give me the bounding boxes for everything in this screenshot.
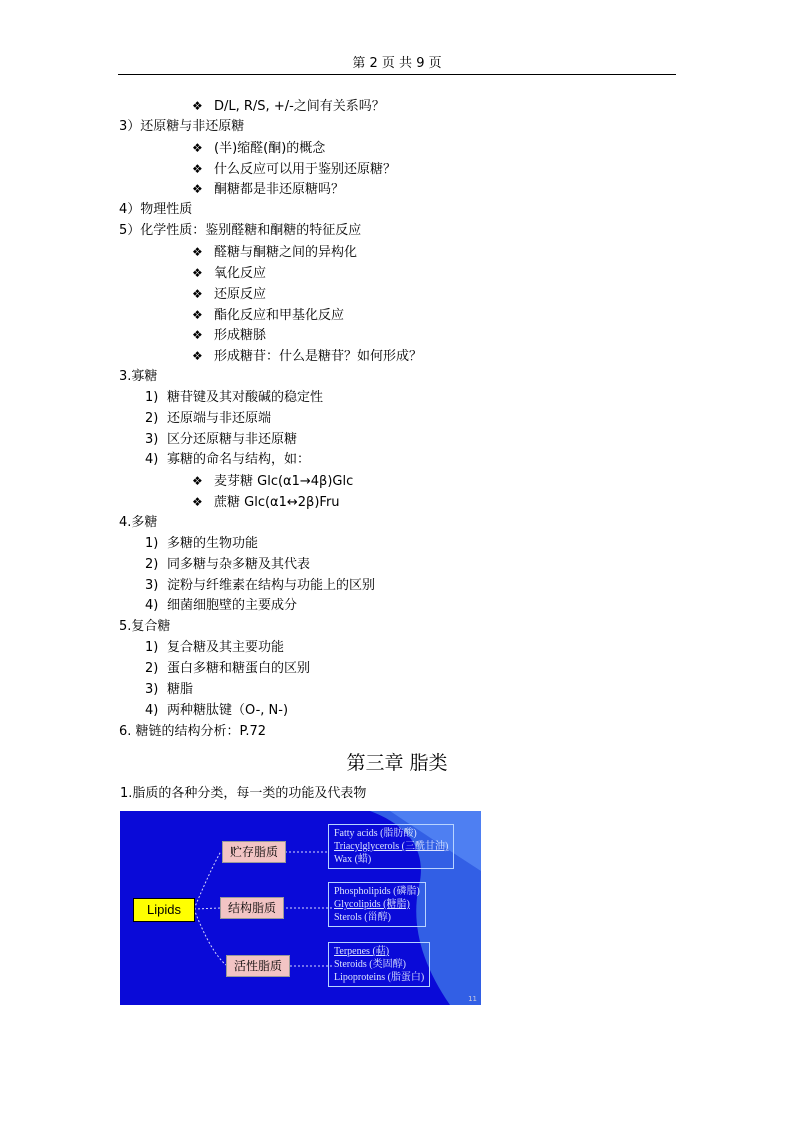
item-text: 淀粉与纤维素在结构与功能上的区别	[167, 577, 376, 593]
section-heading	[119, 618, 170, 636]
item-number: 3)	[145, 431, 159, 447]
numbered-item	[145, 702, 288, 720]
bullet-item	[192, 180, 344, 199]
diamond-bullet-icon: ❖	[192, 161, 203, 176]
item-text: 5.复合糖	[119, 619, 171, 635]
bullet-item	[192, 347, 422, 366]
numbered-item	[145, 681, 193, 699]
section-heading	[119, 723, 266, 741]
example-triacylglycerols: Triacylglycerols (三酰甘油)	[334, 841, 449, 852]
diamond-bullet-icon: ❖	[192, 286, 203, 301]
diamond-bullet-icon: ❖	[192, 474, 203, 489]
item-text: 什么反应可以用于鉴别还原糖？	[214, 161, 397, 177]
diamond-bullet-icon: ❖	[192, 307, 203, 322]
diamond-bullet-icon: ❖	[192, 328, 203, 343]
diamond-bullet-icon: ❖	[192, 265, 203, 280]
item-number: 1)	[145, 389, 159, 405]
active-lipids-examples	[328, 942, 430, 987]
diamond-bullet-icon: ❖	[192, 244, 203, 259]
item-text: 形成糖苷：什么是糖苷？如何形成？	[214, 349, 423, 365]
bullet-item	[192, 243, 357, 262]
item-number: 4)	[145, 452, 159, 468]
bullet-item	[192, 306, 344, 325]
example-glycolipids: Glycolipids (糖脂)	[334, 899, 410, 910]
item-text: D/L, R/S, +/-之间有关系吗？	[214, 99, 385, 114]
item-text: 复合糖及其主要功能	[167, 640, 285, 656]
item-text: 3.寡糖	[119, 369, 158, 385]
item-text: 酯化反应和甲基化反应	[214, 307, 345, 323]
item-text: 区分还原糖与非还原糖	[167, 431, 298, 447]
example-terpenes: Terpenes (萜)	[334, 946, 390, 957]
section-intro: 1.脂质的各种分类，每一类的功能及代表物	[120, 786, 367, 801]
item-text: 还原端与非还原端	[167, 410, 272, 426]
example-sterols: Sterols (甾醇)	[334, 912, 391, 923]
numbered-item	[145, 660, 310, 678]
diamond-bullet-icon: ❖	[192, 99, 203, 113]
item-text: 糖脂	[167, 681, 194, 697]
item-text: 形成糖脎	[214, 328, 267, 344]
example-lipoproteins: Lipoproteins (脂蛋白)	[334, 972, 425, 983]
item-text: 糖苷键及其对酸碱的稳定性	[167, 389, 324, 405]
bullet-item	[192, 472, 353, 491]
bullet-item	[192, 326, 266, 345]
example-fatty-acids: Fatty acids (脂肪酸)	[334, 828, 417, 839]
numbered-item	[145, 556, 310, 574]
diamond-bullet-icon: ❖	[192, 349, 203, 364]
diamond-bullet-icon: ❖	[192, 182, 203, 197]
chapter-title: 第三章 脂类	[346, 752, 448, 774]
bullet-item	[192, 139, 325, 158]
item-text: 麦芽糖 Glc(α1→4β)Glc	[214, 474, 354, 490]
item-text: 细菌细胞壁的主要成分	[167, 598, 298, 614]
numbered-item	[145, 535, 258, 553]
item-text: 两种糖肽键（O-, N-)	[167, 702, 289, 718]
section-heading	[119, 368, 157, 386]
bullet-item	[192, 264, 266, 283]
numbered-item	[145, 431, 297, 449]
bullet-item	[192, 493, 340, 512]
item-number: 3)	[145, 681, 159, 697]
example-steroids: Steroids (类固醇)	[334, 959, 406, 970]
slide-number: 11	[468, 995, 477, 1003]
item-text: 蛋白多糖和糖蛋白的区别	[167, 660, 311, 676]
item-text: 蔗糖 Glc(α1↔2β)Fru	[214, 495, 340, 511]
item-text: 同多糖与杂多糖及其代表	[167, 556, 311, 572]
item-number: 3)	[145, 577, 159, 593]
item-text: (半)缩醛(酮)的概念	[214, 140, 326, 156]
item-number: 1)	[145, 640, 159, 656]
example-phospholipids: Phospholipids (磷脂)	[334, 886, 420, 897]
item-text: 5）化学性质：鉴别醛糖和酮糖的特征反应	[119, 223, 362, 239]
numbered-item	[145, 389, 323, 407]
item-text: 4.多糖	[119, 515, 158, 530]
structural-lipids-box: 结构脂质	[220, 897, 284, 919]
storage-lipids-examples	[328, 824, 454, 869]
numbered-item	[145, 639, 284, 657]
bullet-item	[192, 285, 266, 304]
item-text: 4）物理性质	[119, 202, 193, 218]
diamond-bullet-icon: ❖	[192, 140, 203, 155]
lipids-root-box: Lipids	[133, 898, 195, 922]
numbered-item	[145, 597, 297, 615]
item-number: 1)	[145, 535, 159, 551]
item-text: 3）还原糖与非还原糖	[119, 118, 245, 134]
item-number: 4)	[145, 598, 159, 614]
structural-lipids-examples	[328, 882, 426, 927]
numbered-item	[145, 577, 375, 595]
item-number: 2)	[145, 660, 159, 676]
item-text: 醛糖与酮糖之间的异构化	[214, 244, 358, 260]
storage-lipids-box: 贮存脂质	[222, 841, 286, 863]
example-wax: Wax (蜡)	[334, 854, 372, 865]
item-text: 酮糖都是非还原糖吗？	[214, 182, 345, 198]
bullet-item	[192, 160, 396, 179]
page-header: 第 2 页 共 9 页	[118, 56, 676, 75]
diamond-bullet-icon: ❖	[192, 495, 203, 510]
section-heading	[119, 222, 361, 240]
section-heading	[119, 201, 192, 219]
item-text: 6. 糖链的结构分析：P.72	[119, 723, 267, 739]
lipids-classification-slide	[120, 811, 481, 1005]
active-lipids-box: 活性脂质	[226, 955, 290, 977]
item-text: 寡糖的命名与结构，如：	[167, 452, 311, 468]
item-number: 2)	[145, 556, 159, 572]
item-number: 4)	[145, 702, 159, 718]
item-text: 还原反应	[214, 286, 267, 302]
numbered-item	[145, 410, 271, 428]
item-text: 氧化反应	[214, 265, 267, 281]
bullet-item	[192, 97, 385, 116]
item-text: 多糖的生物功能	[167, 535, 259, 551]
numbered-item	[145, 451, 310, 469]
item-number: 2)	[145, 410, 159, 426]
section-heading	[119, 118, 244, 136]
section-heading	[119, 514, 157, 532]
